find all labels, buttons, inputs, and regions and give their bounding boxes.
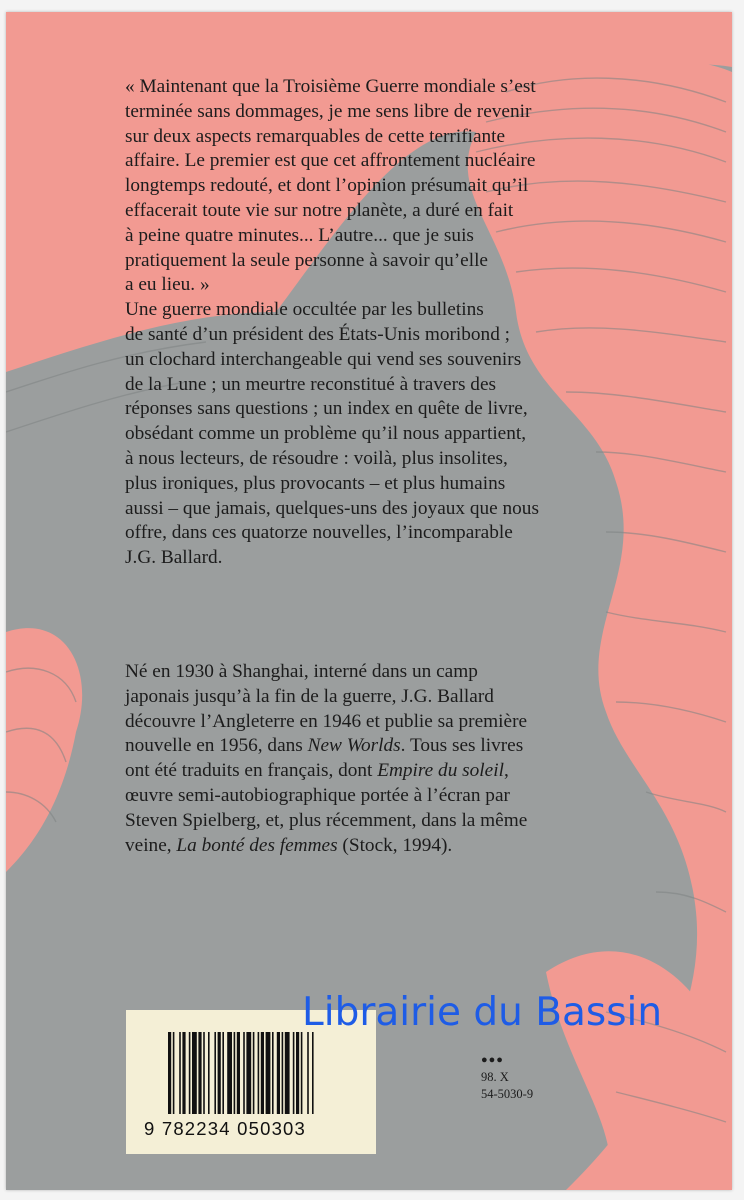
barcode-bar (272, 1032, 274, 1114)
barcode-bar (246, 1032, 251, 1114)
bookseller-watermark: Librairie du Bassin (302, 990, 663, 1035)
barcode-bar (218, 1032, 221, 1114)
barcode-bar (237, 1032, 240, 1114)
barcode-bar (243, 1032, 245, 1114)
publisher-logo-dots: ●●● (481, 1054, 504, 1066)
catalog-number: 54-5030-9 (481, 1087, 534, 1101)
book-title: La bonté des femmes (176, 834, 338, 856)
quote-line: pratiquement la seule personne à savoir qu’elle (125, 249, 488, 271)
barcode-bar (198, 1032, 201, 1114)
barcode-bar (282, 1032, 284, 1114)
barcode-bar (173, 1032, 175, 1114)
barcode-bar (285, 1032, 290, 1114)
barcode-bar (307, 1032, 309, 1114)
summary-line: plus ironiques, plus provocants – et plus humains (125, 472, 506, 494)
bio-line: œuvre semi-autobiographique portée à l’écran par (125, 784, 510, 806)
barcode-bar (293, 1032, 295, 1114)
summary-line: obsédant comme un problème qu’il nous appartient, (125, 423, 527, 445)
quote-line: terminée sans dommages, je me sens libre de revenir (125, 100, 532, 122)
barcode-bar (179, 1032, 181, 1114)
barcode-bar (208, 1032, 210, 1114)
quote-and-summary-text (125, 75, 625, 571)
publisher-codes (481, 1052, 533, 1103)
summary-line: à nous lecteurs, de résoudre : voilà, plus insolites, (125, 447, 508, 469)
barcode-bar (266, 1032, 271, 1114)
bio-line: Steven Spielberg, et, plus récemment, dans la même (125, 809, 528, 831)
quote-line: sur deux aspects remarquables de cette terrifiante (125, 125, 506, 147)
bio-line: japonais jusqu’à la fin de la guerre, J.G. Ballard (125, 685, 494, 707)
barcode-bar (277, 1032, 280, 1114)
barcode-bar (192, 1032, 197, 1114)
quote-line: longtemps redouté, et dont l’opinion présumait qu’il (125, 175, 529, 197)
bio-text: veine, (125, 834, 177, 856)
barcode-bar (203, 1032, 205, 1114)
summary-line: J.G. Ballard. (125, 547, 223, 569)
summary-line: un clochard interchangeable qui vend ses souvenirs (125, 348, 522, 370)
barcode-bar (227, 1032, 232, 1114)
summary-line: aussi – que jamais, quelques-uns des joyaux que nous (125, 497, 539, 519)
bio-line (125, 759, 625, 784)
summary-line: de santé d’un président des États-Unis moribond ; (125, 323, 511, 345)
price-code: 98. X (481, 1070, 509, 1084)
barcode-bar (296, 1032, 299, 1114)
bio-text: , (503, 760, 509, 782)
magazine-title: New Worlds (307, 735, 401, 757)
barcode-bar (168, 1032, 171, 1114)
barcode-bar (189, 1032, 191, 1114)
bio-text: (Stock, 1994). (337, 834, 453, 856)
barcode-bar (258, 1032, 260, 1114)
bio-line: Né en 1930 à Shanghai, interné dans un camp (125, 661, 478, 682)
quote-line: a eu lieu. » (125, 274, 210, 296)
bio-text: nouvelle en 1956, dans (125, 735, 308, 757)
barcode-bar (182, 1032, 185, 1114)
bio-text: ont été traduits en français, dont (125, 760, 378, 782)
barcode-bar (301, 1032, 303, 1114)
author-biography (125, 660, 625, 858)
barcode-bar (253, 1032, 255, 1114)
barcode-bar (234, 1032, 236, 1114)
barcode-bar (214, 1032, 216, 1114)
quote-line: effacerait toute vie sur notre planète, a duré en fait (125, 199, 514, 221)
bio-line (125, 734, 625, 759)
quote-line: « Maintenant que la Troisième Guerre mondiale s’est (125, 76, 536, 97)
barcode-bars (168, 1032, 368, 1114)
bio-text: . Tous ses livres (400, 735, 524, 757)
barcode-bar (312, 1032, 314, 1114)
summary-line: de la Lune ; un meurtre reconstitué à travers des (125, 373, 497, 395)
isbn-digits: 9 782234 050303 (144, 1118, 307, 1139)
book-title: Empire du soleil (377, 760, 504, 782)
summary-line: réponses sans questions ; un index en quête de livre, (125, 398, 528, 420)
summary-line: Une guerre mondiale occultée par les bulletins (125, 299, 484, 321)
barcode-bar (222, 1032, 224, 1114)
quote-line: affaire. Le premier est que cet affrontement nucléaire (125, 150, 536, 172)
barcode-bar (261, 1032, 264, 1114)
bio-line: découvre l’Angleterre en 1946 et publie sa première (125, 710, 528, 732)
quote-line: à peine quatre minutes... L’autre... que je suis (125, 224, 474, 246)
summary-line: offre, dans ces quatorze nouvelles, l’incomparable (125, 522, 513, 544)
bio-line (125, 834, 625, 859)
